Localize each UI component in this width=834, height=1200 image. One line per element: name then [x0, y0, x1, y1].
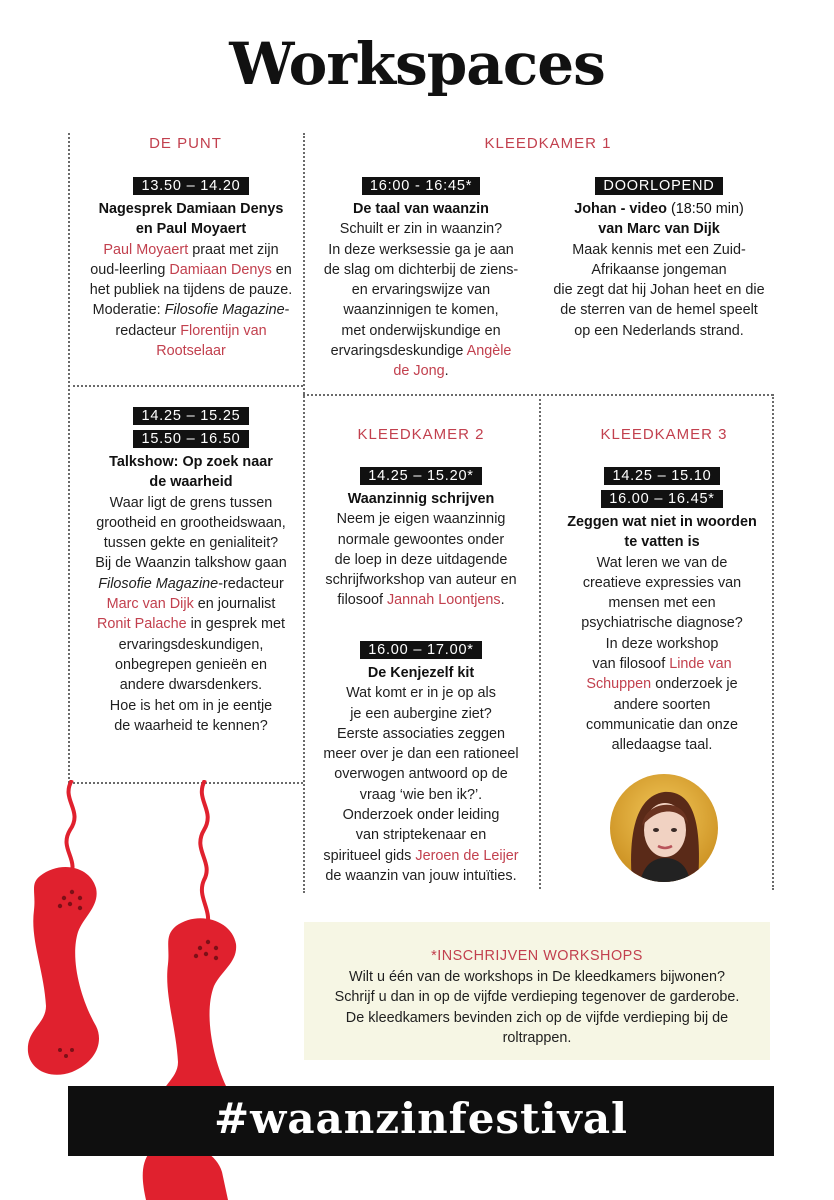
- event-description: Wat leren we van de creatieve expressies van mensen met een psychiatrische diagnose? In deze workshop van filosoof Linde van Schuppen onderzoek je andere soorten communicatie dan onze alledaagse taal.: [581, 554, 743, 754]
- divider-kk2-kk3: [539, 394, 541, 889]
- registration-notice: [304, 922, 770, 1060]
- section-de-punt: DE PUNT: [149, 135, 222, 152]
- event-title: Johan - video (18:50 min) van Marc van Dijk: [574, 201, 744, 238]
- time-badge: 15.50 – 16.50: [133, 430, 248, 448]
- event-nagesprek: [72, 177, 310, 361]
- event-johan-video: [540, 177, 778, 341]
- page-title: Workspaces: [229, 30, 605, 98]
- notice-line: roltrappen.: [502, 1030, 572, 1046]
- time-badge: DOORLOPEND: [595, 177, 722, 195]
- time-badge: 16:00 - 16:45*: [362, 177, 480, 195]
- event-description: Paul Moyaert praat met zijn oud-leerling Damiaan Denys en het publiek na tijdens de pauze. Moderatie: Filosofie Magazine- redacteur Florentijn van Rootselaar: [89, 241, 293, 360]
- notice-line: De kleedkamers bevinden zich op de vijfde verdieping bij de: [345, 1009, 729, 1026]
- event-zeggen-wat-niet: [542, 467, 782, 756]
- time-badge: 16.00 – 17.00*: [360, 641, 482, 659]
- divider-left: [68, 133, 70, 783]
- event-description: Waar ligt de grens tussen grootheid en grootheidswaan, tussen gekte en genialiteit? Bij de Waanzin talkshow gaan Filosofie Magazine-redacteur Marc van Dijk en journalist Ronit Palache in gesprek met ervaringsdeskundigen, onbegrepen genieën en andere dwarsdenkers. Hoe is het om in je eentje de waarheid te kennen?: [95, 494, 287, 734]
- event-title: Nagesprek Damiaan Denys en Paul Moyaert: [98, 201, 284, 238]
- section-kleedkamer-1: KLEEDKAMER 1: [484, 135, 612, 152]
- event-description: Neem je eigen waanzinnig normale gewoontes onder de loep in deze uitdagende schrijfworkshop van auteur en filosoof Jannah Loontjens.: [325, 511, 517, 609]
- divider-depunt-bottom: [68, 385, 303, 387]
- event-title: De Kenjezelf kit: [367, 665, 475, 681]
- speaker-portrait: [610, 774, 718, 882]
- event-taal-van-waanzin: [306, 177, 536, 382]
- event-description: Schuilt er zin in waanzin? In deze werksessie ga je aan de slag om dichterbij de ziens- en ervaringswijze van waanzinnigen te komen, met onderwijskundige en ervaringsdeskundige Angèle de Jong.: [323, 221, 519, 380]
- event-kenjezelf-kit: [306, 641, 536, 886]
- time-badge: 13.50 – 14.20: [133, 177, 248, 195]
- section-kleedkamer-3: KLEEDKAMER 3: [600, 426, 728, 443]
- divider-kk1-bottom: [303, 394, 773, 396]
- event-description: Maak kennis met een Zuid- Afrikaanse jongeman die zegt dat hij Johan heet en die de sterren van de hemel speelt op een Nederlands strand.: [553, 241, 765, 339]
- hashtag-banner: #waanzinfestival: [68, 1086, 774, 1156]
- notice-heading: *INSCHRIJVEN WORKSHOPS: [431, 948, 643, 964]
- event-title: De taal van waanzin: [353, 201, 489, 217]
- time-badge: 14.25 – 15.25: [133, 407, 248, 425]
- time-badge: 16.00 – 16.45*: [601, 490, 723, 508]
- event-title: Zeggen wat niet in woorden te vatten is: [567, 514, 757, 551]
- event-title: Talkshow: Op zoek naar de waarheid: [109, 454, 273, 491]
- event-talkshow: [72, 407, 310, 736]
- notice-line: Schrijf u dan in op de vijfde verdieping tegenover de garderobe.: [334, 989, 740, 1005]
- event-description: Wat komt er in je op als je een aubergine ziet? Eerste associaties zeggen meer over je dan een rationeel overwogen antwoord op de vraag ‘wie ben ik?’. Onderzoek onder leiding van striptekenaar en spiritueel gids Jeroen de Leijer de waanzin van jouw intuïties.: [323, 685, 519, 884]
- section-kleedkamer-2: KLEEDKAMER 2: [357, 426, 485, 443]
- time-badge: 14.25 – 15.20*: [360, 467, 482, 485]
- time-badge: 14.25 – 15.10: [604, 467, 719, 485]
- event-title: Waanzinnig schrijven: [347, 491, 495, 507]
- event-waanzinnig-schrijven: [306, 467, 536, 611]
- notice-line: Wilt u één van de workshops in De kleedkamers bijwonen?: [349, 968, 725, 985]
